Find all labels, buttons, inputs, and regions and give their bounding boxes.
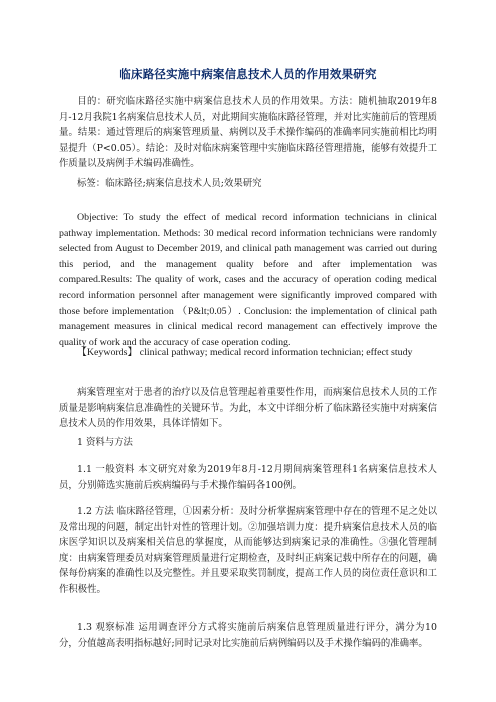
section-1-3 xyxy=(59,620,437,651)
keywords-cn-text: 标签：临床路径;病案信息技术人员;效果研究 xyxy=(77,178,262,189)
keywords-cn xyxy=(59,176,437,192)
intro-text: 病案管理室对于患者的治疗以及信息管理起着重要性作用，而病案信息技术人员的工作质量是影响病案信息准确性的关键环节。为此，本文中详细分析了临床路径实施中对病案信息技术人员的作用效果，具体详情如下。 xyxy=(59,387,437,430)
section-1-3-text: 1.3 观察标准 运用调查评分方式将实施前后病案信息管理质量进行评分，满分为10分，分值越高表明指标越好;同时记录对比实施前后病例编码以及手术操作编码的准确率。 xyxy=(59,622,437,649)
paper-title: 临床路径实施中病案信息技术人员的作用效果研究 xyxy=(119,67,377,81)
keywords-en-text: 【Keywords】 clinical pathway; medical record information technician; effect study xyxy=(77,347,413,358)
abstract-cn xyxy=(59,94,437,172)
section-1-1 xyxy=(59,462,437,493)
abstract-en-text: Objective: To study the effect of medical record information technicians in clinical pathway implementation. Methods: 30 medical record information technicians were randomly selected from August to December 2019, and clinical path management was carried out during this period, and the management quality before and after implementation was compared.Results: The quality of work, cases and the accuracy of operation coding medical record information personnel after management were significantly improved compared with those before implementation （P&lt;0.05）. Conclusion: the implementation of clinical path management measures in clinical medical record management can effectively improve the quality of work and the accuracy of case operation coding. xyxy=(59,212,437,348)
section-1-2 xyxy=(59,504,437,598)
keywords-en xyxy=(59,345,437,361)
section-heading-1: 1 资料与方法 xyxy=(77,437,133,448)
intro-paragraph xyxy=(59,385,437,432)
section-1-2-text: 1.2 方法 临床路径管理，①因素分析：及时分析掌握病案管理中存在的管理不足之处以及常出现的问题，制定出针对性的管理计划。②加强培训力度：提升病案信息技术人员的临床医学知识以及病案相关信息的掌握度，从而能够达到病案记录的准确性。③强化管理制度：由病案管理委员对病案管理质量进行定期检查，及时纠正病案记载中所存在的问题，确保每份病案的准确性以及完整性。并且要采取奖罚制度，提高工作人员的岗位责任意识和工作积极性。 xyxy=(59,506,437,595)
abstract-en xyxy=(59,210,437,350)
section-1-1-text: 1.1 一般资料 本文研究对象为2019年8月-12月期间病案管理科1名病案信息技术人员，分别筛选实施前后疾病编码与手术操作编码各100例。 xyxy=(59,464,437,491)
abstract-cn-text: 目的：研究临床路径实施中病案信息技术人员的作用效果。方法：随机抽取2019年8月-12月我院1名病案信息技术人员，对此期间实施临床路径管理，并对比实施前后的管理质量。结果：通过管理后的病案管理质量、病例以及手术操作编码的准确率同实施前相比均明显提升（P<0.05）。结论：及时对临床病案管理中实施临床路径管理措施，能够有效提升工作质量以及病例手术编码准确性。 xyxy=(59,96,437,170)
